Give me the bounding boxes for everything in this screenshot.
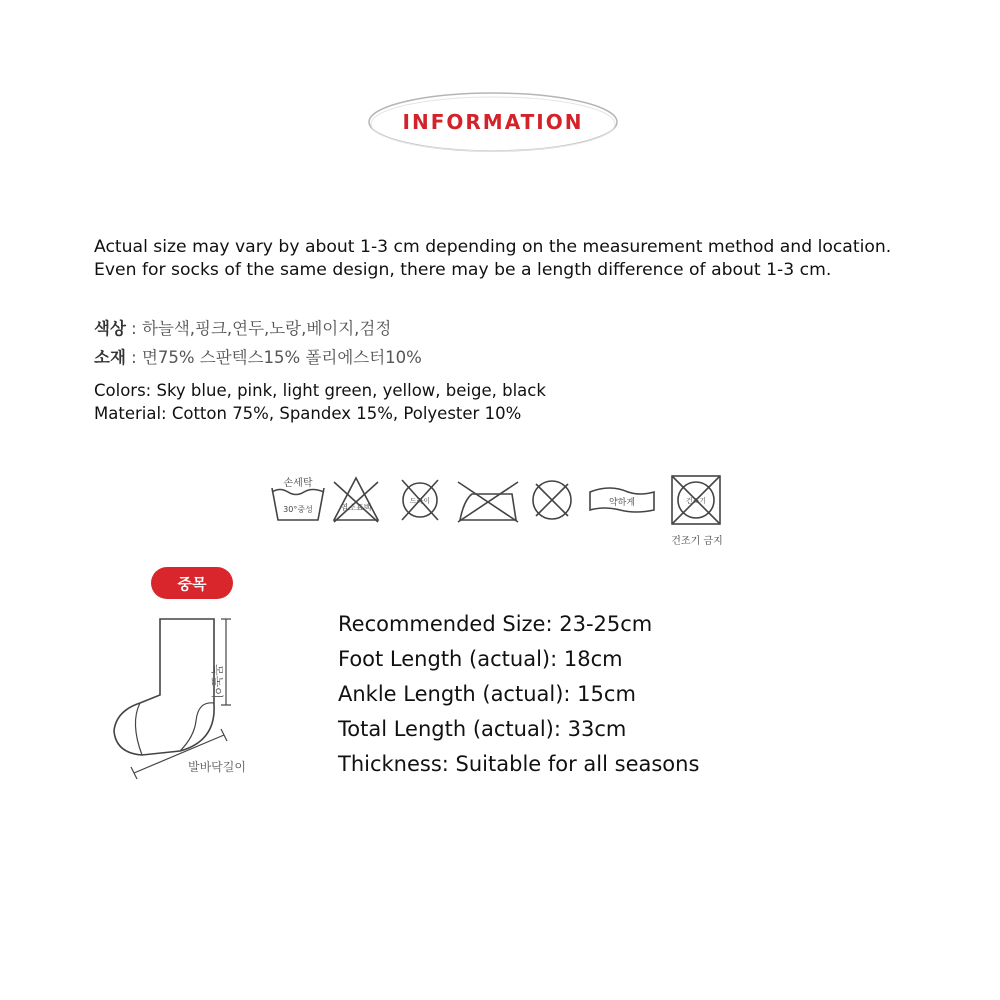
english-colors: Colors: Sky blue, pink, light green, yellow, beige, black (94, 381, 546, 400)
korean-material-line (94, 344, 422, 368)
no-tumble-dry-icon (672, 476, 720, 524)
care-symbols (268, 470, 738, 550)
ankle-height-label: 목높이 (210, 664, 224, 699)
no-dryer-caption: 건조기 금지 (671, 536, 723, 547)
page-title: INFORMATION (402, 110, 584, 134)
spec-ankle-length: Ankle Length (actual): 15cm (338, 682, 636, 706)
sole-length-label: 발바닥길이 (188, 760, 246, 774)
no-bleach-text: 염소표백 (340, 503, 372, 512)
hand-wash-text-top: 손세탁 (283, 478, 313, 489)
information-badge (366, 90, 620, 154)
gentle-wring-icon (590, 488, 654, 512)
gentle-wring-text: 약하게 (608, 498, 636, 508)
no-dry-clean-icon (402, 480, 438, 520)
spec-total-length: Total Length (actual): 33cm (338, 717, 627, 741)
spec-foot-length: Foot Length (actual): 18cm (338, 647, 623, 671)
no-wring-icon (533, 481, 571, 519)
hand-wash-text-bottom: 30°중성 (283, 505, 313, 514)
korean-material-label: 소재 (94, 348, 126, 367)
spec-recommended-size: Recommended Size: 23-25cm (338, 612, 653, 636)
english-material: Material: Cotton 75%, Spandex 15%, Polyester 10% (94, 404, 522, 423)
hand-wash-icon (272, 476, 324, 520)
no-bleach-icon (334, 478, 378, 522)
size-disclaimer: Actual size may vary by about 1-3 cm depending on the measurement method and location. Even for socks of the same design, there may be a length difference of about 1-3 cm. (94, 237, 892, 280)
no-dry-clean-text: 드라이 (409, 497, 431, 505)
size-specs (338, 609, 699, 784)
korean-color-line (94, 315, 391, 339)
sock-outline (114, 619, 214, 755)
korean-material-value: : 면75% 스판텍스15% 폴리에스터10% (125, 348, 422, 367)
spec-thickness: Thickness: Suitable for all seasons (338, 752, 700, 776)
korean-color-label: 색상 (94, 319, 126, 338)
korean-color-value: : 하늘색,핑크,연두,노랑,베이지,검정 (125, 319, 392, 338)
sock-type-badge: 중목 (151, 567, 233, 599)
no-iron-icon (458, 482, 518, 522)
no-tumble-dry-text: 건조기 (685, 497, 707, 505)
